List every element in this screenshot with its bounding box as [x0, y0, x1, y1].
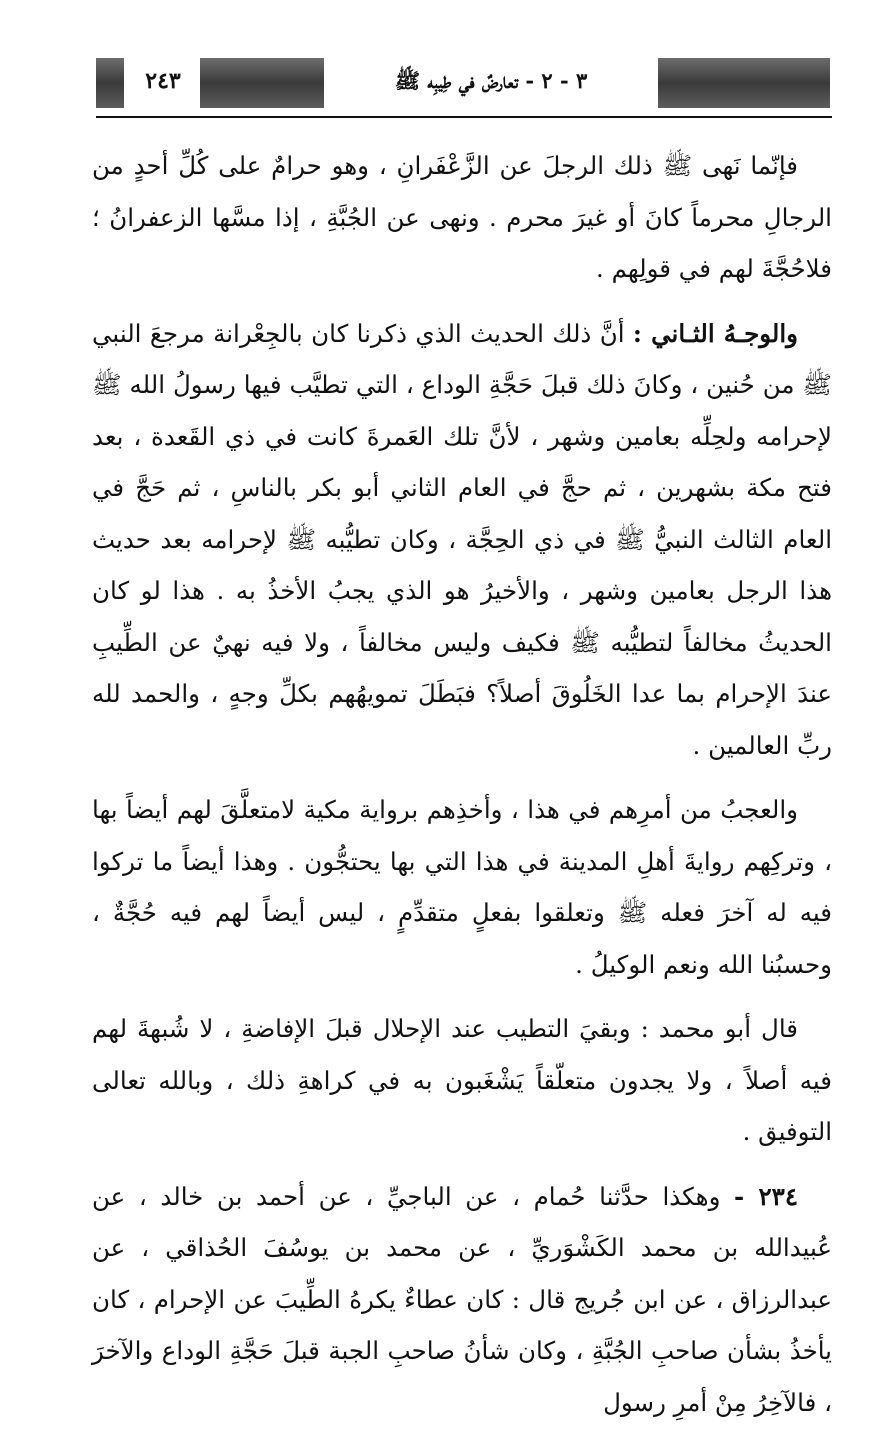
paragraph-3 — [92, 784, 832, 990]
header-rule — [96, 116, 832, 118]
paragraph-2 — [92, 308, 832, 772]
paragraph-text: قال أبو محمد : وبقيَ التطيب عند الإحلال قبلَ الإفاضةِ ، لا شُبهةَ لهم فيه أصلاً ، ولا يجدون متعلّقاً يَشْغَبون به في كراهةِ ذلك ، وبالله تعالى التوفيق . — [92, 1014, 832, 1146]
header-decor-left — [96, 58, 124, 108]
section-title: ٣ - ٢ - تعارضٌ في طِيبِه ﷺ — [394, 68, 588, 93]
paragraph-5 — [92, 1171, 832, 1429]
paragraph-lead: والوجـهُ الثـاني : — [632, 318, 798, 348]
page-body — [92, 140, 832, 1441]
paragraph-4 — [92, 1003, 832, 1158]
header-decor-right — [658, 58, 830, 108]
hadith-number: ٢٣٤ - — [734, 1181, 798, 1211]
paragraph-text: أنَّ ذلك الحديث الذي ذكرنا كان بالجِعْرانة مرجعَ النبي ﷺ من حُنين ، وكانَ ذلك قبلَ حَجَّةِ الوداع ، التي تطيَّب فيها رسولُ الله ﷺ لإحرامه ولحِلِّه بعامين وشهر ، لأنَّ تلك العَمرةَ كانت في ذي القَعدة ، بعد فتح مكة بشهرين ، ثم حجَّ في العام الثاني أبو بكر بالناسِ ، ثم حَجَّ في العام الثالث النبيُّ ﷺ في ذي الحِجَّة ، وكان تطيُّبه ﷺ لإحرامه بعد حديث هذا الرجل بعامين وشهر ، والأخيرُ هو الذي يجبُ الأخذُ به . هذا لو كان الحديثُ مخالفاً لتطيُّبه ﷺ فكيف وليس مخالفاً ، ولا فيه نهيٌ عن الطِّيبِ عندَ الإحرام بما عدا الخَلُوقَ أصلاً؟ فبَطَلَ تمويهُهم بكلِّ وجهٍ ، والحمد لله ربِّ العالمين . — [92, 318, 832, 760]
paragraph-1 — [92, 140, 832, 295]
paragraph-text: والعجبُ من أمرِهم في هذا ، وأخذِهم برواية مكية لامتعلَّقَ لهم أيضاً بها ، وتركِهم روايةَ أهلِ المدينة في هذا التي بها يحتجُّون . وهذا أيضاً ما تركوا فيه له آخرَ فعله ﷺ وتعلقوا بفعلٍ متقدِّمٍ ، ليس أيضاً لهم فيه حُجَّةٌ ، وحسبُنا الله ونعم الوكيلُ . — [92, 795, 832, 979]
paragraph-text: وهكذا حدَّثنا حُمام ، عن الباجيِّ ، عن أحمد بن خالد ، عن عُبيدالله بن محمد الكَشْوَريِّ ، عن محمد بن يوسُفَ الحُذاقي ، عن عبدالرزاق ، عن ابن جُريج قال : كان عطاءٌ يكرهُ الطِّيبَ عن الإحرام ، كان يأخذُ بشأن صاحبِ الجُبَّةِ ، وكان شأنُ صاحبِ الجبة قبلَ حَجَّةِ الوداع والآخرَ ، فالآخِرُ مِنْ أمرِ رسول — [92, 1181, 832, 1417]
paragraph-text: فإنّما نَهى ﷺ ذلك الرجلَ عن الزَّعْفَرانِ ، وهو حرامٌ على كُلِّ أحدٍ من الرجالِ محرماً كانَ أو غيرَ محرم . ونهى عن الجُبَّةِ ، إذا مسَّها الزعفرانُ ؛ فلاحُجَّةَ لهم في قولِهم . — [92, 151, 832, 283]
page-number: ٢٤٣ — [145, 68, 181, 94]
header-decor-middle — [200, 58, 324, 108]
page-header — [96, 58, 830, 114]
